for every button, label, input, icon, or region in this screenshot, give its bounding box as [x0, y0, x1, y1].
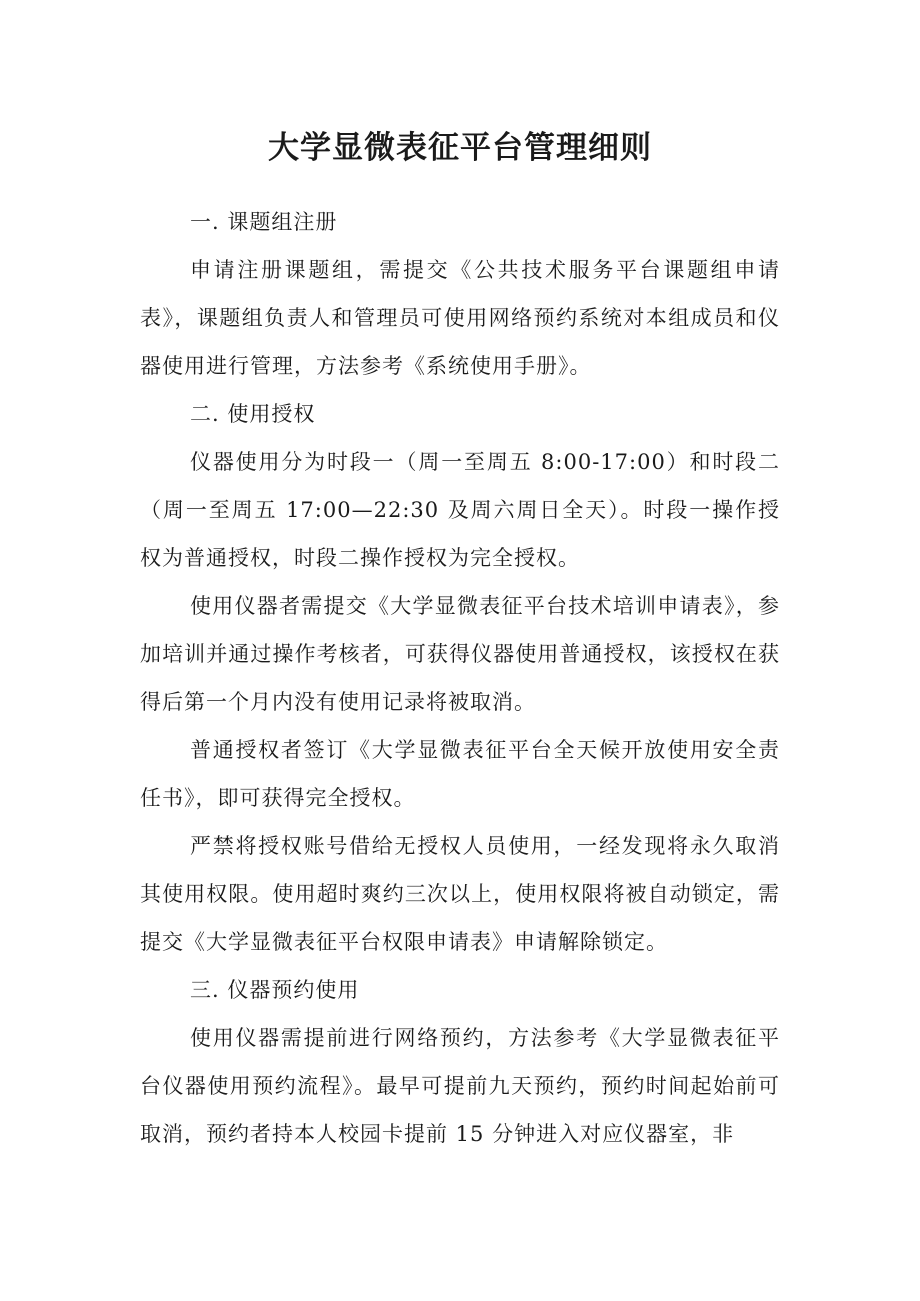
section-reservation: [140, 966, 780, 1158]
section-heading: 二. 使用授权: [190, 402, 316, 426]
paragraph: 严禁将授权账号借给无授权人员使用，一经发现将永久取消其使用权限。使用超时爽约三次以上，使用权限将被自动锁定，需提交《大学显微表征平台权限申请表》申请解除锁定。: [140, 834, 780, 954]
paragraph: 使用仪器者需提交《大学显微表征平台技术培训申请表》，参加培训并通过操作考核者，可获得仪器使用普通授权，该授权在获得后第一个月内没有使用记录将被取消。: [140, 594, 780, 714]
section-heading: 一. 课题组注册: [190, 210, 338, 234]
document-body: [140, 198, 780, 1158]
paragraph: 普通授权者签订《大学显微表征平台全天候开放使用安全责任书》，即可获得完全授权。: [140, 738, 780, 810]
section-registration: [140, 198, 780, 390]
paragraph: 仪器使用分为时段一（周一至周五 8:00-17:00）和时段二（周一至周五 17:00—22:30 及周六周日全天）。时段一操作授权为普通授权，时段二操作授权为完全授权。: [140, 450, 780, 570]
section-heading: 三. 仪器预约使用: [190, 978, 360, 1002]
paragraph: 申请注册课题组，需提交《公共技术服务平台课题组申请表》，课题组负责人和管理员可使用网络预约系统对本组成员和仪器使用进行管理，方法参考《系统使用手册》。: [140, 258, 780, 378]
document-title: 大学显微表征平台管理细则: [268, 130, 652, 166]
paragraph: 使用仪器需提前进行网络预约，方法参考《大学显微表征平台仪器使用预约流程》。最早可提前九天预约，预约时间起始前可取消，预约者持本人校园卡提前 15 分钟进入对应仪器室，非: [140, 1026, 780, 1146]
section-authorization: [140, 390, 780, 966]
